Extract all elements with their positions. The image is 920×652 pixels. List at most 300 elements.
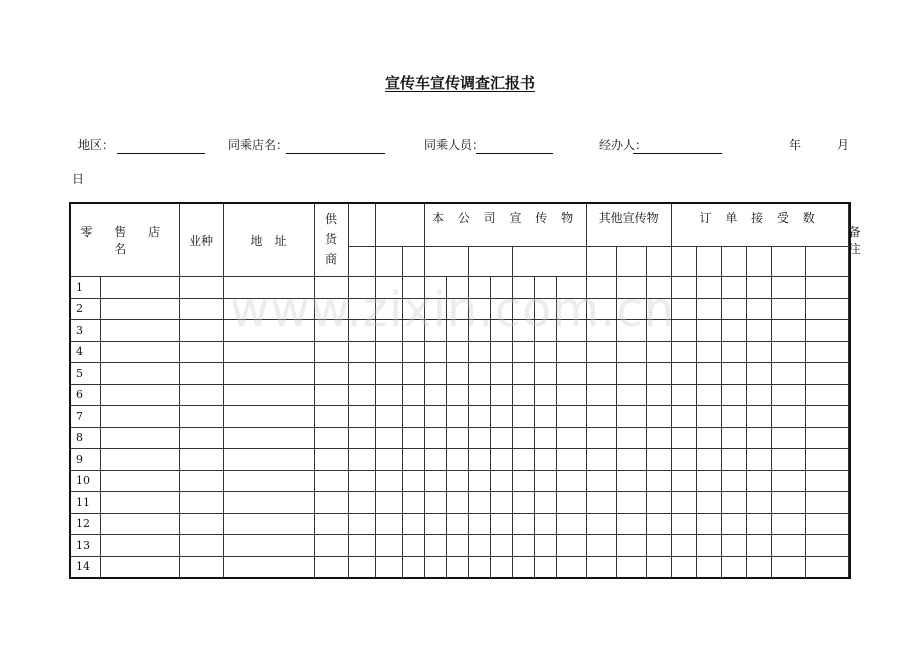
table-cell[interactable] <box>746 556 771 578</box>
table-cell[interactable] <box>402 535 424 557</box>
table-cell[interactable] <box>468 470 490 492</box>
table-cell[interactable] <box>223 384 314 406</box>
table-cell[interactable] <box>179 341 223 363</box>
table-cell[interactable] <box>646 320 671 342</box>
table-cell[interactable] <box>490 341 512 363</box>
table-cell[interactable] <box>223 427 314 449</box>
table-cell[interactable] <box>696 470 721 492</box>
table-cell[interactable] <box>179 535 223 557</box>
table-cell[interactable] <box>468 513 490 535</box>
table-cell[interactable] <box>348 513 375 535</box>
table-cell[interactable] <box>646 384 671 406</box>
table-cell[interactable] <box>468 449 490 471</box>
table-cell[interactable] <box>556 341 586 363</box>
table-cell[interactable] <box>671 341 696 363</box>
table-cell[interactable] <box>746 535 771 557</box>
table-cell[interactable] <box>348 449 375 471</box>
table-cell[interactable] <box>348 341 375 363</box>
table-cell[interactable] <box>771 470 805 492</box>
table-cell[interactable] <box>179 406 223 428</box>
table-cell[interactable] <box>314 277 348 299</box>
table-cell[interactable] <box>223 277 314 299</box>
table-cell[interactable] <box>512 341 534 363</box>
table-cell[interactable] <box>646 406 671 428</box>
table-cell[interactable] <box>512 320 534 342</box>
table-cell[interactable] <box>314 449 348 471</box>
table-cell[interactable] <box>468 492 490 514</box>
table-cell[interactable] <box>402 320 424 342</box>
table-cell[interactable] <box>375 277 402 299</box>
table-cell[interactable] <box>771 556 805 578</box>
table-cell[interactable] <box>534 341 556 363</box>
table-cell[interactable] <box>375 298 402 320</box>
table-cell[interactable] <box>348 470 375 492</box>
table-cell[interactable] <box>616 513 646 535</box>
table-cell[interactable] <box>512 406 534 428</box>
table-cell[interactable] <box>402 341 424 363</box>
table-cell[interactable] <box>671 556 696 578</box>
table-cell[interactable] <box>671 406 696 428</box>
table-cell[interactable] <box>446 535 468 557</box>
table-cell[interactable] <box>375 341 402 363</box>
table-cell[interactable] <box>375 513 402 535</box>
table-cell[interactable] <box>805 320 848 342</box>
table-cell[interactable] <box>556 535 586 557</box>
table-cell[interactable] <box>314 406 348 428</box>
table-cell[interactable] <box>696 363 721 385</box>
table-cell[interactable] <box>671 470 696 492</box>
table-cell[interactable] <box>646 341 671 363</box>
table-cell[interactable] <box>512 535 534 557</box>
table-cell[interactable] <box>223 341 314 363</box>
table-cell[interactable] <box>586 320 616 342</box>
table-cell[interactable] <box>646 513 671 535</box>
table-cell[interactable] <box>616 298 646 320</box>
table-cell[interactable] <box>375 470 402 492</box>
table-cell[interactable] <box>446 470 468 492</box>
table-cell[interactable] <box>534 406 556 428</box>
table-cell[interactable] <box>490 406 512 428</box>
table-cell[interactable] <box>671 535 696 557</box>
table-cell[interactable] <box>556 470 586 492</box>
table-cell[interactable] <box>646 363 671 385</box>
table-cell[interactable] <box>512 513 534 535</box>
table-cell[interactable] <box>746 513 771 535</box>
table-cell[interactable] <box>746 427 771 449</box>
table-cell[interactable] <box>402 556 424 578</box>
table-cell[interactable] <box>696 513 721 535</box>
table-cell[interactable] <box>696 492 721 514</box>
table-cell[interactable] <box>223 556 314 578</box>
table-cell[interactable] <box>424 341 446 363</box>
table-cell[interactable] <box>771 513 805 535</box>
region-blank[interactable] <box>117 153 205 154</box>
table-cell[interactable] <box>616 492 646 514</box>
table-cell[interactable] <box>534 535 556 557</box>
table-cell[interactable] <box>314 298 348 320</box>
table-cell[interactable] <box>468 341 490 363</box>
table-cell[interactable] <box>446 320 468 342</box>
table-cell[interactable] <box>671 449 696 471</box>
table-cell[interactable] <box>646 492 671 514</box>
table-cell[interactable] <box>721 320 746 342</box>
table-cell[interactable] <box>586 535 616 557</box>
table-cell[interactable] <box>721 535 746 557</box>
table-cell[interactable] <box>402 406 424 428</box>
table-cell[interactable] <box>721 277 746 299</box>
table-cell[interactable] <box>586 492 616 514</box>
table-cell[interactable] <box>375 363 402 385</box>
table-cell[interactable] <box>746 492 771 514</box>
table-cell[interactable] <box>179 320 223 342</box>
table-cell[interactable] <box>671 320 696 342</box>
table-cell[interactable] <box>671 492 696 514</box>
table-cell[interactable] <box>534 384 556 406</box>
table-cell[interactable] <box>696 535 721 557</box>
table-cell[interactable] <box>490 513 512 535</box>
table-cell[interactable] <box>805 492 848 514</box>
table-cell[interactable] <box>512 492 534 514</box>
table-cell[interactable] <box>375 427 402 449</box>
table-cell[interactable] <box>223 406 314 428</box>
table-cell[interactable] <box>586 427 616 449</box>
table-cell[interactable] <box>646 277 671 299</box>
table-cell[interactable] <box>424 513 446 535</box>
table-cell[interactable] <box>805 277 848 299</box>
table-cell[interactable] <box>375 449 402 471</box>
table-cell[interactable] <box>512 277 534 299</box>
table-cell[interactable] <box>468 298 490 320</box>
table-cell[interactable] <box>348 492 375 514</box>
table-cell[interactable] <box>375 320 402 342</box>
table-cell[interactable] <box>616 320 646 342</box>
table-cell[interactable] <box>446 492 468 514</box>
table-cell[interactable] <box>424 535 446 557</box>
table-cell[interactable] <box>586 384 616 406</box>
table-cell[interactable] <box>424 427 446 449</box>
table-cell[interactable] <box>646 470 671 492</box>
table-cell[interactable] <box>771 363 805 385</box>
table-cell[interactable] <box>746 298 771 320</box>
table-cell[interactable] <box>375 535 402 557</box>
table-cell[interactable] <box>402 449 424 471</box>
table-cell[interactable] <box>348 298 375 320</box>
table-cell[interactable] <box>512 427 534 449</box>
table-cell[interactable] <box>490 298 512 320</box>
table-cell[interactable] <box>671 277 696 299</box>
table-cell[interactable] <box>424 363 446 385</box>
table-cell[interactable] <box>179 363 223 385</box>
table-cell[interactable] <box>771 298 805 320</box>
store-blank[interactable] <box>286 153 385 154</box>
table-cell[interactable] <box>468 427 490 449</box>
table-cell[interactable] <box>402 492 424 514</box>
table-cell[interactable] <box>556 384 586 406</box>
table-cell[interactable] <box>616 556 646 578</box>
table-cell[interactable] <box>721 513 746 535</box>
table-cell[interactable] <box>179 298 223 320</box>
table-cell[interactable] <box>424 298 446 320</box>
table-cell[interactable] <box>223 492 314 514</box>
table-cell[interactable] <box>771 277 805 299</box>
table-cell[interactable] <box>490 384 512 406</box>
table-cell[interactable] <box>402 363 424 385</box>
table-cell[interactable] <box>468 556 490 578</box>
table-cell[interactable] <box>100 277 179 299</box>
table-cell[interactable] <box>314 427 348 449</box>
table-cell[interactable] <box>100 470 179 492</box>
table-cell[interactable] <box>446 277 468 299</box>
table-cell[interactable] <box>646 298 671 320</box>
table-cell[interactable] <box>375 492 402 514</box>
table-cell[interactable] <box>805 535 848 557</box>
table-cell[interactable] <box>671 298 696 320</box>
table-cell[interactable] <box>446 513 468 535</box>
table-cell[interactable] <box>223 449 314 471</box>
table-cell[interactable] <box>402 513 424 535</box>
table-cell[interactable] <box>696 341 721 363</box>
table-cell[interactable] <box>100 406 179 428</box>
table-cell[interactable] <box>586 470 616 492</box>
table-cell[interactable] <box>586 363 616 385</box>
table-cell[interactable] <box>179 427 223 449</box>
table-cell[interactable] <box>534 277 556 299</box>
table-cell[interactable] <box>512 556 534 578</box>
table-cell[interactable] <box>424 320 446 342</box>
table-cell[interactable] <box>348 535 375 557</box>
table-cell[interactable] <box>446 363 468 385</box>
table-cell[interactable] <box>424 470 446 492</box>
table-cell[interactable] <box>586 277 616 299</box>
table-cell[interactable] <box>446 556 468 578</box>
table-cell[interactable] <box>179 384 223 406</box>
table-cell[interactable] <box>314 341 348 363</box>
table-cell[interactable] <box>223 298 314 320</box>
table-cell[interactable] <box>446 341 468 363</box>
table-cell[interactable] <box>746 277 771 299</box>
table-cell[interactable] <box>402 298 424 320</box>
table-cell[interactable] <box>616 384 646 406</box>
table-cell[interactable] <box>771 427 805 449</box>
table-cell[interactable] <box>375 384 402 406</box>
table-cell[interactable] <box>179 277 223 299</box>
table-cell[interactable] <box>805 556 848 578</box>
table-cell[interactable] <box>223 320 314 342</box>
table-cell[interactable] <box>223 535 314 557</box>
table-cell[interactable] <box>314 513 348 535</box>
table-cell[interactable] <box>805 449 848 471</box>
table-cell[interactable] <box>805 363 848 385</box>
table-cell[interactable] <box>348 384 375 406</box>
table-cell[interactable] <box>424 406 446 428</box>
table-cell[interactable] <box>424 384 446 406</box>
table-cell[interactable] <box>490 449 512 471</box>
table-cell[interactable] <box>179 470 223 492</box>
table-cell[interactable] <box>348 556 375 578</box>
table-cell[interactable] <box>375 406 402 428</box>
table-cell[interactable] <box>534 320 556 342</box>
table-cell[interactable] <box>671 513 696 535</box>
table-cell[interactable] <box>616 449 646 471</box>
table-cell[interactable] <box>646 556 671 578</box>
table-cell[interactable] <box>696 406 721 428</box>
person-blank[interactable] <box>476 153 553 154</box>
table-cell[interactable] <box>424 277 446 299</box>
table-cell[interactable] <box>100 492 179 514</box>
table-cell[interactable] <box>100 320 179 342</box>
table-cell[interactable] <box>402 277 424 299</box>
table-cell[interactable] <box>100 298 179 320</box>
table-cell[interactable] <box>671 427 696 449</box>
table-cell[interactable] <box>556 298 586 320</box>
table-cell[interactable] <box>179 556 223 578</box>
table-cell[interactable] <box>616 535 646 557</box>
table-cell[interactable] <box>490 556 512 578</box>
table-cell[interactable] <box>746 341 771 363</box>
table-cell[interactable] <box>223 513 314 535</box>
table-cell[interactable] <box>586 406 616 428</box>
table-cell[interactable] <box>100 384 179 406</box>
table-cell[interactable] <box>746 384 771 406</box>
table-cell[interactable] <box>805 470 848 492</box>
table-cell[interactable] <box>100 556 179 578</box>
table-cell[interactable] <box>348 406 375 428</box>
table-cell[interactable] <box>746 470 771 492</box>
table-cell[interactable] <box>556 513 586 535</box>
table-cell[interactable] <box>446 427 468 449</box>
table-cell[interactable] <box>696 320 721 342</box>
table-cell[interactable] <box>534 470 556 492</box>
table-cell[interactable] <box>490 427 512 449</box>
table-cell[interactable] <box>586 341 616 363</box>
table-cell[interactable] <box>746 320 771 342</box>
table-cell[interactable] <box>534 513 556 535</box>
table-cell[interactable] <box>446 384 468 406</box>
table-cell[interactable] <box>512 384 534 406</box>
table-cell[interactable] <box>468 277 490 299</box>
table-cell[interactable] <box>696 384 721 406</box>
table-cell[interactable] <box>696 556 721 578</box>
table-cell[interactable] <box>646 449 671 471</box>
table-cell[interactable] <box>468 535 490 557</box>
table-cell[interactable] <box>468 384 490 406</box>
table-cell[interactable] <box>402 470 424 492</box>
table-cell[interactable] <box>348 277 375 299</box>
table-cell[interactable] <box>534 427 556 449</box>
table-cell[interactable] <box>402 427 424 449</box>
table-cell[interactable] <box>314 320 348 342</box>
table-cell[interactable] <box>348 363 375 385</box>
table-cell[interactable] <box>771 341 805 363</box>
table-cell[interactable] <box>721 470 746 492</box>
table-cell[interactable] <box>534 298 556 320</box>
table-cell[interactable] <box>721 384 746 406</box>
table-cell[interactable] <box>616 341 646 363</box>
table-cell[interactable] <box>490 470 512 492</box>
table-cell[interactable] <box>805 298 848 320</box>
table-cell[interactable] <box>616 363 646 385</box>
table-cell[interactable] <box>534 556 556 578</box>
table-cell[interactable] <box>556 320 586 342</box>
table-cell[interactable] <box>179 513 223 535</box>
table-cell[interactable] <box>671 384 696 406</box>
table-cell[interactable] <box>314 535 348 557</box>
table-cell[interactable] <box>100 341 179 363</box>
table-cell[interactable] <box>100 449 179 471</box>
table-cell[interactable] <box>179 449 223 471</box>
table-cell[interactable] <box>556 277 586 299</box>
table-cell[interactable] <box>805 341 848 363</box>
table-cell[interactable] <box>746 406 771 428</box>
table-cell[interactable] <box>771 492 805 514</box>
table-cell[interactable] <box>402 384 424 406</box>
table-cell[interactable] <box>468 406 490 428</box>
table-cell[interactable] <box>556 406 586 428</box>
table-cell[interactable] <box>314 470 348 492</box>
table-cell[interactable] <box>616 427 646 449</box>
table-cell[interactable] <box>721 492 746 514</box>
table-cell[interactable] <box>586 449 616 471</box>
table-cell[interactable] <box>512 470 534 492</box>
table-cell[interactable] <box>616 470 646 492</box>
table-cell[interactable] <box>348 320 375 342</box>
table-cell[interactable] <box>100 427 179 449</box>
table-cell[interactable] <box>746 449 771 471</box>
table-cell[interactable] <box>586 556 616 578</box>
table-cell[interactable] <box>721 363 746 385</box>
table-cell[interactable] <box>696 427 721 449</box>
table-cell[interactable] <box>314 384 348 406</box>
table-cell[interactable] <box>696 277 721 299</box>
table-cell[interactable] <box>424 556 446 578</box>
table-cell[interactable] <box>100 363 179 385</box>
table-cell[interactable] <box>721 298 746 320</box>
table-cell[interactable] <box>534 492 556 514</box>
table-cell[interactable] <box>646 535 671 557</box>
table-cell[interactable] <box>179 492 223 514</box>
table-cell[interactable] <box>314 492 348 514</box>
table-cell[interactable] <box>468 320 490 342</box>
table-cell[interactable] <box>534 449 556 471</box>
table-cell[interactable] <box>100 535 179 557</box>
table-cell[interactable] <box>512 449 534 471</box>
table-cell[interactable] <box>721 341 746 363</box>
table-cell[interactable] <box>223 363 314 385</box>
table-cell[interactable] <box>771 406 805 428</box>
table-cell[interactable] <box>696 449 721 471</box>
table-cell[interactable] <box>534 363 556 385</box>
table-cell[interactable] <box>671 363 696 385</box>
table-cell[interactable] <box>805 427 848 449</box>
table-cell[interactable] <box>314 556 348 578</box>
table-cell[interactable] <box>446 298 468 320</box>
table-cell[interactable] <box>805 513 848 535</box>
table-cell[interactable] <box>805 384 848 406</box>
table-cell[interactable] <box>490 320 512 342</box>
table-cell[interactable] <box>490 363 512 385</box>
table-cell[interactable] <box>348 427 375 449</box>
table-cell[interactable] <box>556 363 586 385</box>
table-cell[interactable] <box>696 298 721 320</box>
table-cell[interactable] <box>616 406 646 428</box>
table-cell[interactable] <box>512 298 534 320</box>
table-cell[interactable] <box>446 449 468 471</box>
table-cell[interactable] <box>512 363 534 385</box>
table-cell[interactable] <box>721 406 746 428</box>
table-cell[interactable] <box>586 513 616 535</box>
table-cell[interactable] <box>616 277 646 299</box>
table-cell[interactable] <box>314 363 348 385</box>
